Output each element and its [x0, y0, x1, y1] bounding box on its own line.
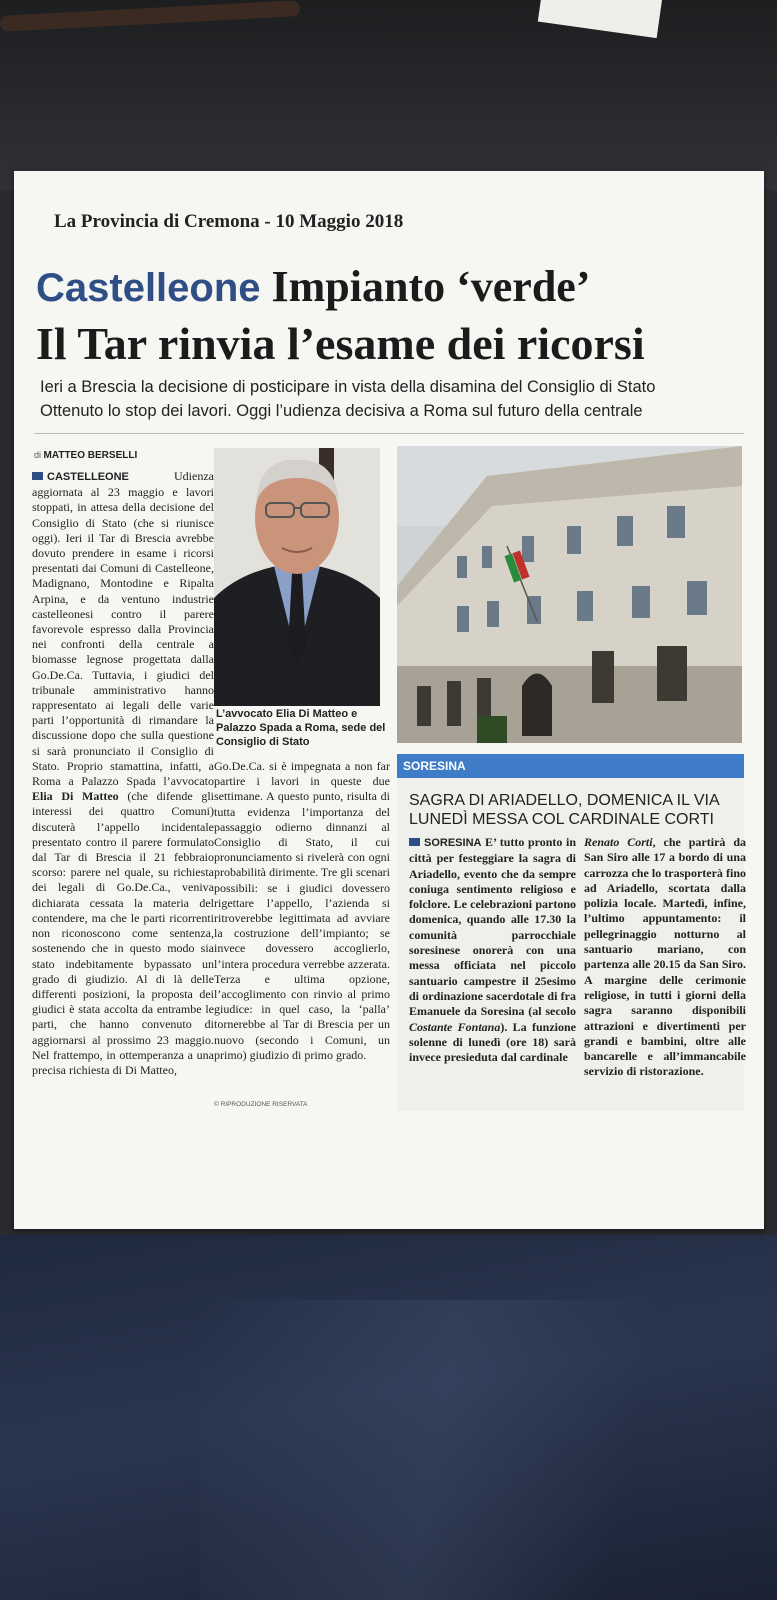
bullet-square-icon — [409, 838, 420, 846]
copyright-notice: © RIPRODUZIONE RISERVATA — [214, 1101, 308, 1108]
subhead-line-1: Ieri a Brescia la decisione di posticipare in vista della disamina del Consiglio di Stato — [40, 378, 656, 396]
headline-line-2: Il Tar rinvia l’esame dei ricorsi — [36, 318, 645, 369]
newspaper-page — [14, 171, 764, 1229]
dateline-place: CASTELLEONE — [47, 471, 129, 483]
headline-line-1 — [36, 259, 756, 316]
sidebar-text-2: , che partirà da San Siro alle 17 a bordo di una carrozza che lo trasporterà fino ad Ariadello, scortata dalla polizia locale. Martedì, infine, l’ultimo appuntamento: il pellegrinaggio notturno al santuario mariano, con partenza alle 20.15 da San Siro. A margine delle cerimonie religiose, in tutti i giorni della sagra saranno disponibili attrazioni e divertimenti per grandi e bambini, oltre alle bancarelle e all’immancabile servizio di ristorazione. — [584, 835, 746, 1079]
lawyer-name: Elia Di Matteo — [32, 789, 119, 804]
subhead-line-2: Ottenuto lo stop dei lavori. Oggi l’udienza decisiva a Roma sul futuro della centrale — [40, 402, 643, 420]
sidebar-column-2 — [584, 835, 746, 1105]
lawyer-photo — [214, 448, 380, 706]
sidebar-text-italic: Costante Fontana — [409, 1019, 501, 1034]
sidebar-dateline: SORESINA — [424, 837, 482, 849]
table-background-top — [0, 0, 777, 190]
headline — [36, 259, 756, 372]
sidebar-column-1 — [409, 835, 576, 1105]
headline-town: Castelleone — [36, 266, 261, 310]
subheadline — [40, 375, 740, 423]
article-column-2: Go.De.Ca. si è impegnata a non far partire i lavori in queste due settimane. A questo punto, risulta di tutta evidenza l’importanza del passaggio odierno dinnanzi al Consiglio di Stato, il cui pronunciamento si rivelerà con ogni probabilità dirimente. Tre gli scenari possibili: se i giudici dovessero rigettare l’appello, l’azienda si ritroverebbe legittimata ad avviare la costruzione dell’impianto; se invece dovessero accoglierlo, l’intera procedura verrebbe azzerata. Terza e ultima opzione, l’accoglimento con rinvio al primo giudice: in quel caso, la ‘palla’ tornerebbe al Tar di Brescia per un nuovo (secondo i Comuni, un primo) giudizio di primo grado. — [214, 759, 390, 1062]
sidebar-article-title: SAGRA DI ARIADELLO, DOMENICA IL VIA LUNEDÌ MESSA COL CARDINALE CORTI — [409, 792, 719, 828]
divider — [34, 433, 744, 434]
section-band: SORESINA — [397, 754, 744, 778]
masthead: La Provincia di Cremona - 10 Maggio 2018 — [54, 211, 404, 232]
byline — [34, 450, 137, 461]
fabric-fold — [200, 1300, 777, 1600]
byline-author: MATTEO BERSELLI — [43, 450, 138, 461]
palazzo-spada-photo — [397, 446, 742, 743]
cardinal-name: Renato Corti — [584, 835, 653, 849]
article-column-1 — [32, 469, 214, 1119]
article-text-2: (che difende gli interessi dei quattro Comuni) discuterà l’appello incidentale presentato contro il parere formulato dal Tar di Brescia il 21 febbraio scorso: parere nel quale, su richiesta dei legali di Go.De.Ca., veniva dichiarata cessata la materia del contendere, ma che le parti ricorrenti non riconoscono come sentenza, sostenendo che in questo modo sia stato indebitamente bypassato un grado di giudizio. Al di là delle differenti posizioni, la proposta dei giudici è stata accolta da entrambe le parti, che hanno convenuto di aggiornarsi al prossimo 23 maggio. Nel frattempo, in ottemperanza a una precisa richiesta di Di Matteo, — [32, 789, 214, 1077]
sidebar-text-1: E’ tutto pronto in città per festeggiare la sagra di Ariadello, evento che da sempre coniuga sentimento religioso e folclore. Le celebrazioni partono domenica, quando alle 17.30 la comunità parrocchiale soresinese onorerà con una messa officiata nel piccolo santuario campestre il 25esimo di ordinazione sacerdotale di fra Emanuele da Soresina (al secolo — [409, 835, 576, 1019]
byline-prefix: di — [34, 450, 42, 460]
bullet-square-icon — [32, 472, 43, 480]
photo-caption: L’avvocato Elia Di Matteo e Palazzo Spada a Roma, sede del Consiglio di Stato — [216, 708, 386, 748]
sidebar-text-1-end: ). La funzione solenne di lunedì (ore 18) sarà invece presieduta dal cardinale — [409, 1019, 576, 1065]
article-text-1: Udienza aggiornata al 23 maggio e lavori stoppati, in attesa della decisione del Consiglio di Stato (che si riunisce oggi). Ieri il Tar di Brescia avrebbe dovuto prendere in esame i ricorsi presentati dai Comuni di Castelleone, Madignano, Montodine e Ripalta Arpina, e da ventuno industrie castelleonesi contro il parere favorevole espresso dalla Provincia nei confronti della centrale a biomasse legnose progettata dalla Go.De.Ca. Tuttavia, i giudici del tribunale amministrativo hanno rappresentato ai legali delle varie parti l’opportunità di rimandare la discussione dopo che sulla questione si sarà pronunciato il Consiglio di Stato. Proprio stamattina, infatti, a Roma a Palazzo Spada l’avvocato — [32, 469, 214, 789]
headline-line-1-rest: Impianto ‘verde’ — [271, 262, 591, 311]
